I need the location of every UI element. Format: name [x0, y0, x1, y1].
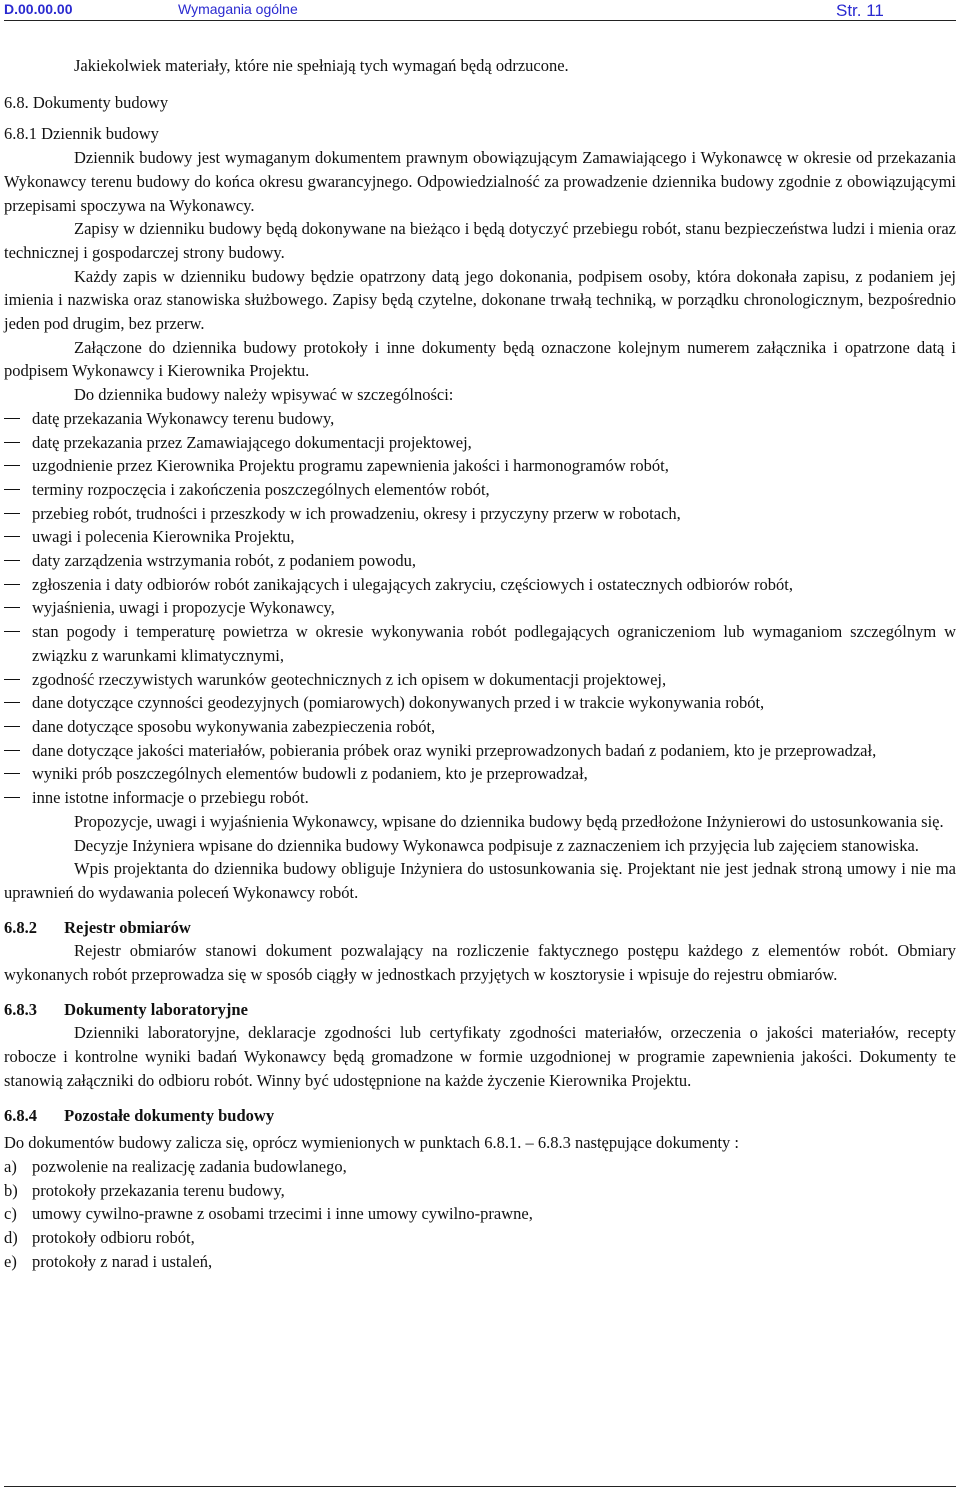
other-documents-list	[4, 1155, 956, 1274]
paragraph: Do dziennika budowy należy wpisywać w szczególności:	[74, 385, 454, 405]
paragraph: Wpis projektanta do dziennika budowy obliguje Inżyniera do ustosunkowania się. Projektant nie jest jednak stroną umowy i nie ma uprawnień do wydawania poleceń Wykonawcy robót.	[4, 859, 956, 902]
paragraph: Załączone do dziennika budowy protokoły i inne dokumenty będą oznaczone kolejnym numerem załącznika i opatrzone datą i podpisem Wykonawcy i Kierownika Projektu.	[4, 337, 956, 381]
footer-divider	[4, 1486, 956, 1487]
list-item-text: pozwolenie na realizację zadania budowlanego,	[32, 1156, 347, 1176]
list-item: terminy rozpoczęcia i zakończenia poszczególnych elementów robót,	[4, 478, 956, 502]
page-header	[0, 0, 960, 22]
paragraph: Dzienniki laboratoryjne, deklaracje zgodności lub certyfikaty zgodności materiałów, orzeczenia o jakości materiałów, recepty robocze i kontrolne wyniki badań Wykonawcy będą gromadzone w formie uzgodnionej w programie zapewnienia jakości. Dokumenty te stanowią załączniki do odbioru robót. Winny być udostępnione na każde życzenie Kierownika Projektu.	[4, 1023, 956, 1090]
paragraph: Propozycje, uwagi i wyjaśnienia Wykonawcy, wpisane do dziennika budowy będą przedłożone Inżynierowi do ustosunkowania się.	[74, 811, 944, 831]
subsection-heading-laboratoryjne	[4, 998, 956, 1022]
list-item: daty zarządzenia wstrzymania robót, z podaniem powodu,	[4, 549, 956, 573]
subsection-title: Pozostałe dokumenty budowy	[64, 1105, 275, 1125]
list-item	[4, 1226, 956, 1250]
subsection-heading-pozostale	[4, 1104, 956, 1128]
list-item: datę przekazania przez Zamawiającego dokumentacji projektowej,	[4, 431, 956, 455]
list-item: stan pogody i temperaturę powietrza w okresie wykonywania robót podlegających ograniczeniom lub wymaganiom szczególnym w związku z warunkami klimatycznymi,	[4, 620, 956, 667]
list-letter: a)	[4, 1156, 17, 1176]
list-item: inne istotne informacje o przebiegu robót.	[4, 786, 956, 810]
list-item-text: protokoły z narad i ustaleń,	[32, 1251, 213, 1271]
subsection-heading-dziennik	[4, 122, 956, 146]
document-body	[4, 54, 956, 1273]
paragraph: Rejestr obmiarów stanowi dokument pozwalający na rozliczenie faktycznego postępu każdego z elementów robót. Obmiary wykonanych robót przeprowadza się w sposób ciągły w jednostkach przyjętych w kosztorysie i wpisuje do rejestru obmiarów.	[4, 941, 956, 985]
list-item-text: protokoły przekazania terenu budowy,	[32, 1180, 285, 1200]
subsection-heading-rejestr	[4, 916, 956, 940]
list-item	[4, 1155, 956, 1179]
section-heading: 6.8. Dokumenty budowy	[4, 92, 169, 112]
list-item: uwagi i polecenia Kierownika Projektu,	[4, 525, 956, 549]
subsection-title: Dziennik budowy	[41, 124, 159, 144]
list-item: wyniki prób poszczególnych elementów budowli z podaniem, kto je przeprowadzał,	[4, 762, 956, 786]
intro-paragraph: Jakiekolwiek materiały, które nie spełniają tych wymagań będą odrzucone.	[74, 56, 569, 75]
list-item: zgodność rzeczywistych warunków geotechnicznych z ich opisem w dokumentacji projektowej,	[4, 668, 956, 692]
list-letter: e)	[4, 1251, 17, 1271]
paragraph: Każdy zapis w dzienniku budowy będzie opatrzony datą jego dokonania, podpisem osoby, która dokonała zapisu, z podaniem jej imienia i nazwiska oraz stanowiska służbowego. Zapisy będą czytelne, dokonane trwałą techniką, w porządku chronologicznym, bezpośrednio jeden pod drugim, bez przerw.	[4, 266, 956, 334]
dziennik-entries-list	[4, 407, 956, 810]
paragraph: Zapisy w dzienniku budowy będą dokonywane na bieżąco i będą dotyczyć przebiegu robót, stanu bezpieczeństwa ludzi i mienia oraz technicznej i gospodarczej strony budowy.	[4, 219, 956, 262]
header-divider	[4, 20, 956, 21]
list-item: dane dotyczące sposobu wykonywania zabezpieczenia robót,	[4, 715, 956, 739]
list-item: uzgodnienie przez Kierownika Projektu programu zapewnienia jakości i harmonogramów robót,	[4, 454, 956, 478]
subsection-number: 6.8.3	[4, 999, 37, 1019]
list-item: datę przekazania Wykonawcy terenu budowy,	[4, 407, 956, 431]
document-title: Wymagania ogólne	[178, 1, 298, 17]
subsection-title: Dokumenty laboratoryjne	[64, 999, 248, 1019]
list-letter: c)	[4, 1204, 17, 1224]
list-letter: d)	[4, 1228, 18, 1248]
paragraph: Do dokumentów budowy zalicza się, oprócz wymienionych w punktach 6.8.1. – 6.8.3 następujące dokumenty :	[4, 1133, 739, 1153]
list-item: zgłoszenia i daty odbiorów robót zanikających i ulegających zakryciu, częściowych i ostatecznych odbiorów robót,	[4, 573, 956, 597]
list-item: dane dotyczące jakości materiałów, pobierania próbek oraz wyniki przeprowadzonych badań z podaniem, kto je przeprowadzał,	[4, 739, 956, 763]
list-item: dane dotyczące czynności geodezyjnych (pomiarowych) dokonywanych przed i w trakcie wykonywania robót,	[4, 691, 956, 715]
list-item-text: protokoły odbioru robót,	[32, 1228, 195, 1248]
subsection-title: Rejestr obmiarów	[64, 917, 191, 937]
list-item	[4, 1202, 956, 1226]
list-item: przebieg robót, trudności i przeszkody w ich prowadzeniu, okresy i przyczyny przerw w robotach,	[4, 502, 956, 526]
page-number: Str. 11	[836, 1, 884, 20]
paragraph: Dziennik budowy jest wymaganym dokumentem prawnym obowiązującym Zamawiającego i Wykonawcę w okresie od przekazania Wykonawcy terenu budowy do końca okresu gwarancyjnego. Odpowiedzialność za prowadzenie dziennika budowy zgodnie z obowiązującymi przepisami spoczywa na Wykonawcy.	[4, 148, 956, 215]
list-item: wyjaśnienia, uwagi i propozycje Wykonawcy,	[4, 596, 956, 620]
subsection-number: 6.8.1	[4, 124, 37, 144]
paragraph: Decyzje Inżyniera wpisane do dziennika budowy Wykonawca podpisuje z zaznaczeniem ich przyjęcia lub zajęciem stanowiska.	[74, 835, 919, 855]
subsection-number: 6.8.4	[4, 1105, 37, 1125]
list-item	[4, 1179, 956, 1203]
list-item-text: umowy cywilno-prawne z osobami trzecimi i inne umowy cywilno-prawne,	[32, 1204, 533, 1224]
list-letter: b)	[4, 1180, 18, 1200]
document-id: D.00.00.00	[4, 1, 73, 17]
list-item	[4, 1250, 956, 1274]
subsection-number: 6.8.2	[4, 917, 37, 937]
